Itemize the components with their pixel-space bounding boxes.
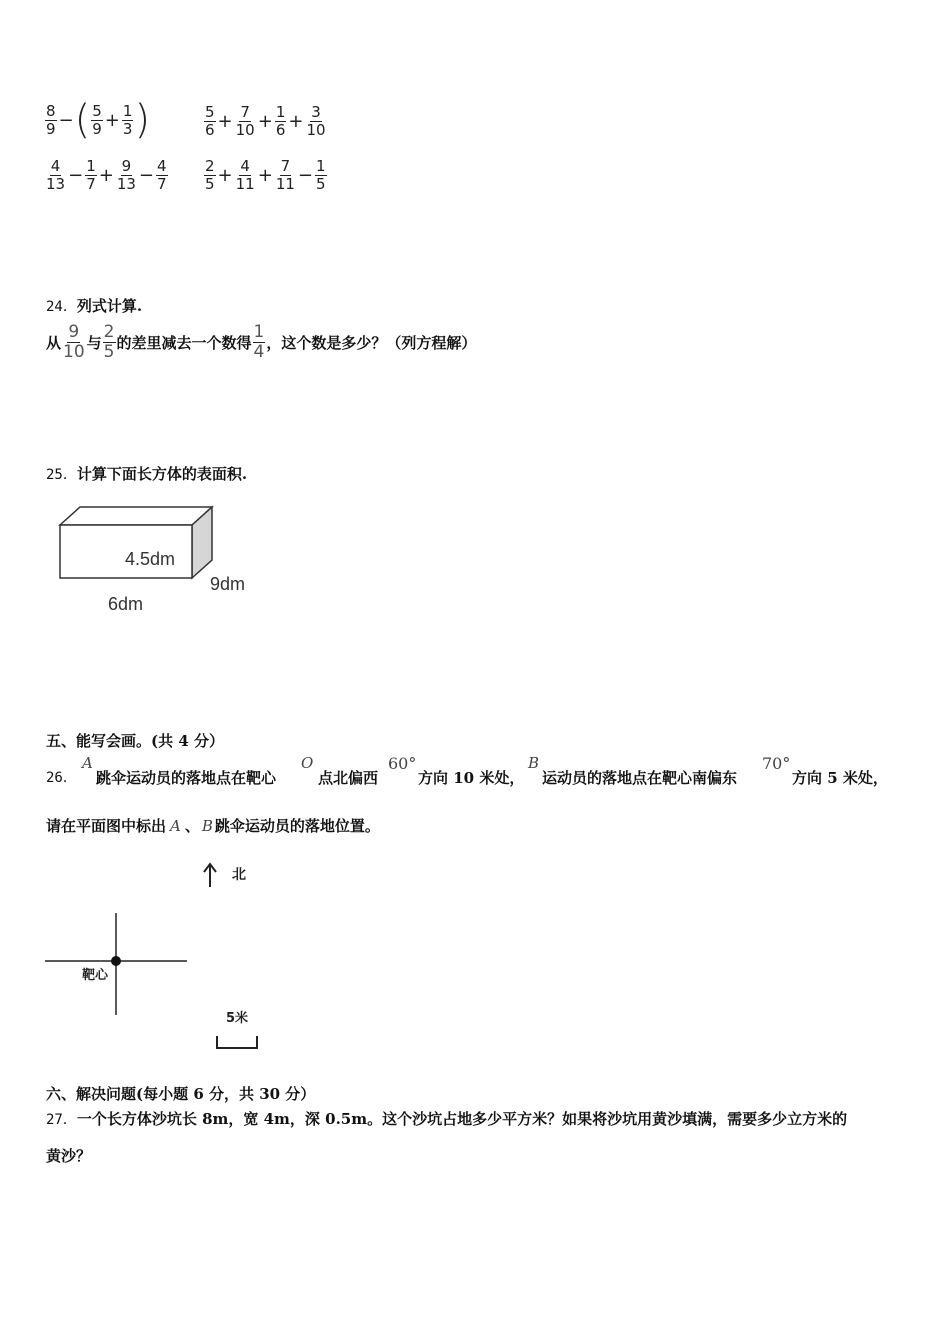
variable-a: A [82,754,93,772]
question-title: 计算下面长方体的表面积. [76,465,248,483]
center-label: 靶心 [82,968,109,983]
operator: − [68,165,84,186]
operator: + [217,165,233,186]
cuboid-top-face [60,507,212,525]
fraction: $\frac{5}{9}$ [92,101,102,138]
north-label: 北 [232,867,246,883]
fraction: $\frac{4}{7}$ [157,157,167,193]
target-center-dot [111,956,121,966]
fraction: $\frac{5}{6}$ [205,103,215,139]
expression-4 [203,158,328,193]
angle-2: 70° [762,754,791,773]
question-title: 列式计算. [76,297,143,315]
operator: − [138,165,155,186]
question-number: 25． [46,467,77,483]
width-label: 6dm [108,594,144,614]
question-number: 24． [46,299,77,315]
fraction: $\frac{1}{4}$ [253,322,265,362]
operator: + [288,111,304,132]
operator: + [217,111,233,132]
cuboid-diagram [50,500,270,620]
operator: − [297,165,314,186]
expression-1 [44,97,151,143]
q24-body: 从 $\frac{9}{10}$ 与 $\frac{2}{5}$ 的差里减去一个数得 $\frac{1}{4}$ ，这个数是多少？（列方程解） [46,322,477,362]
question-number: 26． [46,770,77,786]
q25-header [46,463,247,484]
q27-line-2: 黄沙？ [46,1147,92,1165]
scale-label: 5米 [226,1011,249,1026]
q27-line-1: 27．一个长方体沙坑长 8m，宽 4m，深 0.5m。这个沙坑占地多少平方米？如果将沙坑用黄沙填满，需要多少立方米的 [46,1110,848,1128]
angle-1: 60° [388,754,417,773]
operator: + [104,109,120,131]
height-label: 4.5dm [125,549,176,569]
left-paren: ( [74,97,91,143]
fraction: $\frac{7}{11}$ [275,157,295,193]
scale-bar [217,1036,257,1048]
fraction: $\frac{1}{3}$ [122,101,133,138]
expression-2 [203,104,328,139]
fraction: $\frac{7}{10}$ [235,103,255,139]
fraction: $\frac{1}{6}$ [275,103,286,139]
q26-line-2: 请在平面图中标出 A 、 B 跳伞运动员的落地位置。 [46,816,380,835]
q26-line-1: 26． A 跳伞运动员的落地点在靶心 O 点北偏西 60° 方向 10 米处， B 运动员的落地点在靶心南偏东 70° 方向 5 米处， [46,754,888,787]
variable-b: B [528,754,540,772]
fraction: $\frac{2}{5}$ [103,322,115,362]
question-number: 27． [46,1112,77,1128]
fraction: $\frac{1}{7}$ [86,157,96,193]
section-5-heading: 五、能写会画。(共 4 分） [46,732,224,750]
operator: + [98,165,114,186]
section-6-heading: 六、解决问题(每小题 6 分，共 30 分） [46,1085,316,1103]
expression-3 [44,158,169,193]
operator: + [257,165,273,186]
fraction: $\frac{3}{10}$ [306,103,326,139]
depth-label: 9dm [210,574,246,594]
fraction: $\frac{9}{10}$ [63,322,85,362]
operator: − [58,109,74,131]
operator: + [257,111,273,132]
target-map [40,855,300,1060]
q24-header [46,295,142,316]
fraction: $\frac{1}{5}$ [316,157,326,193]
fraction: $\frac{9}{13}$ [116,157,136,193]
fraction: $\frac{8}{9}$ [46,101,56,138]
fraction: $\frac{4}{13}$ [46,157,66,193]
right-paren: ) [134,97,151,143]
fraction: $\frac{4}{11}$ [235,157,255,193]
variable-o: O [301,754,314,772]
fraction: $\frac{2}{5}$ [205,157,215,193]
